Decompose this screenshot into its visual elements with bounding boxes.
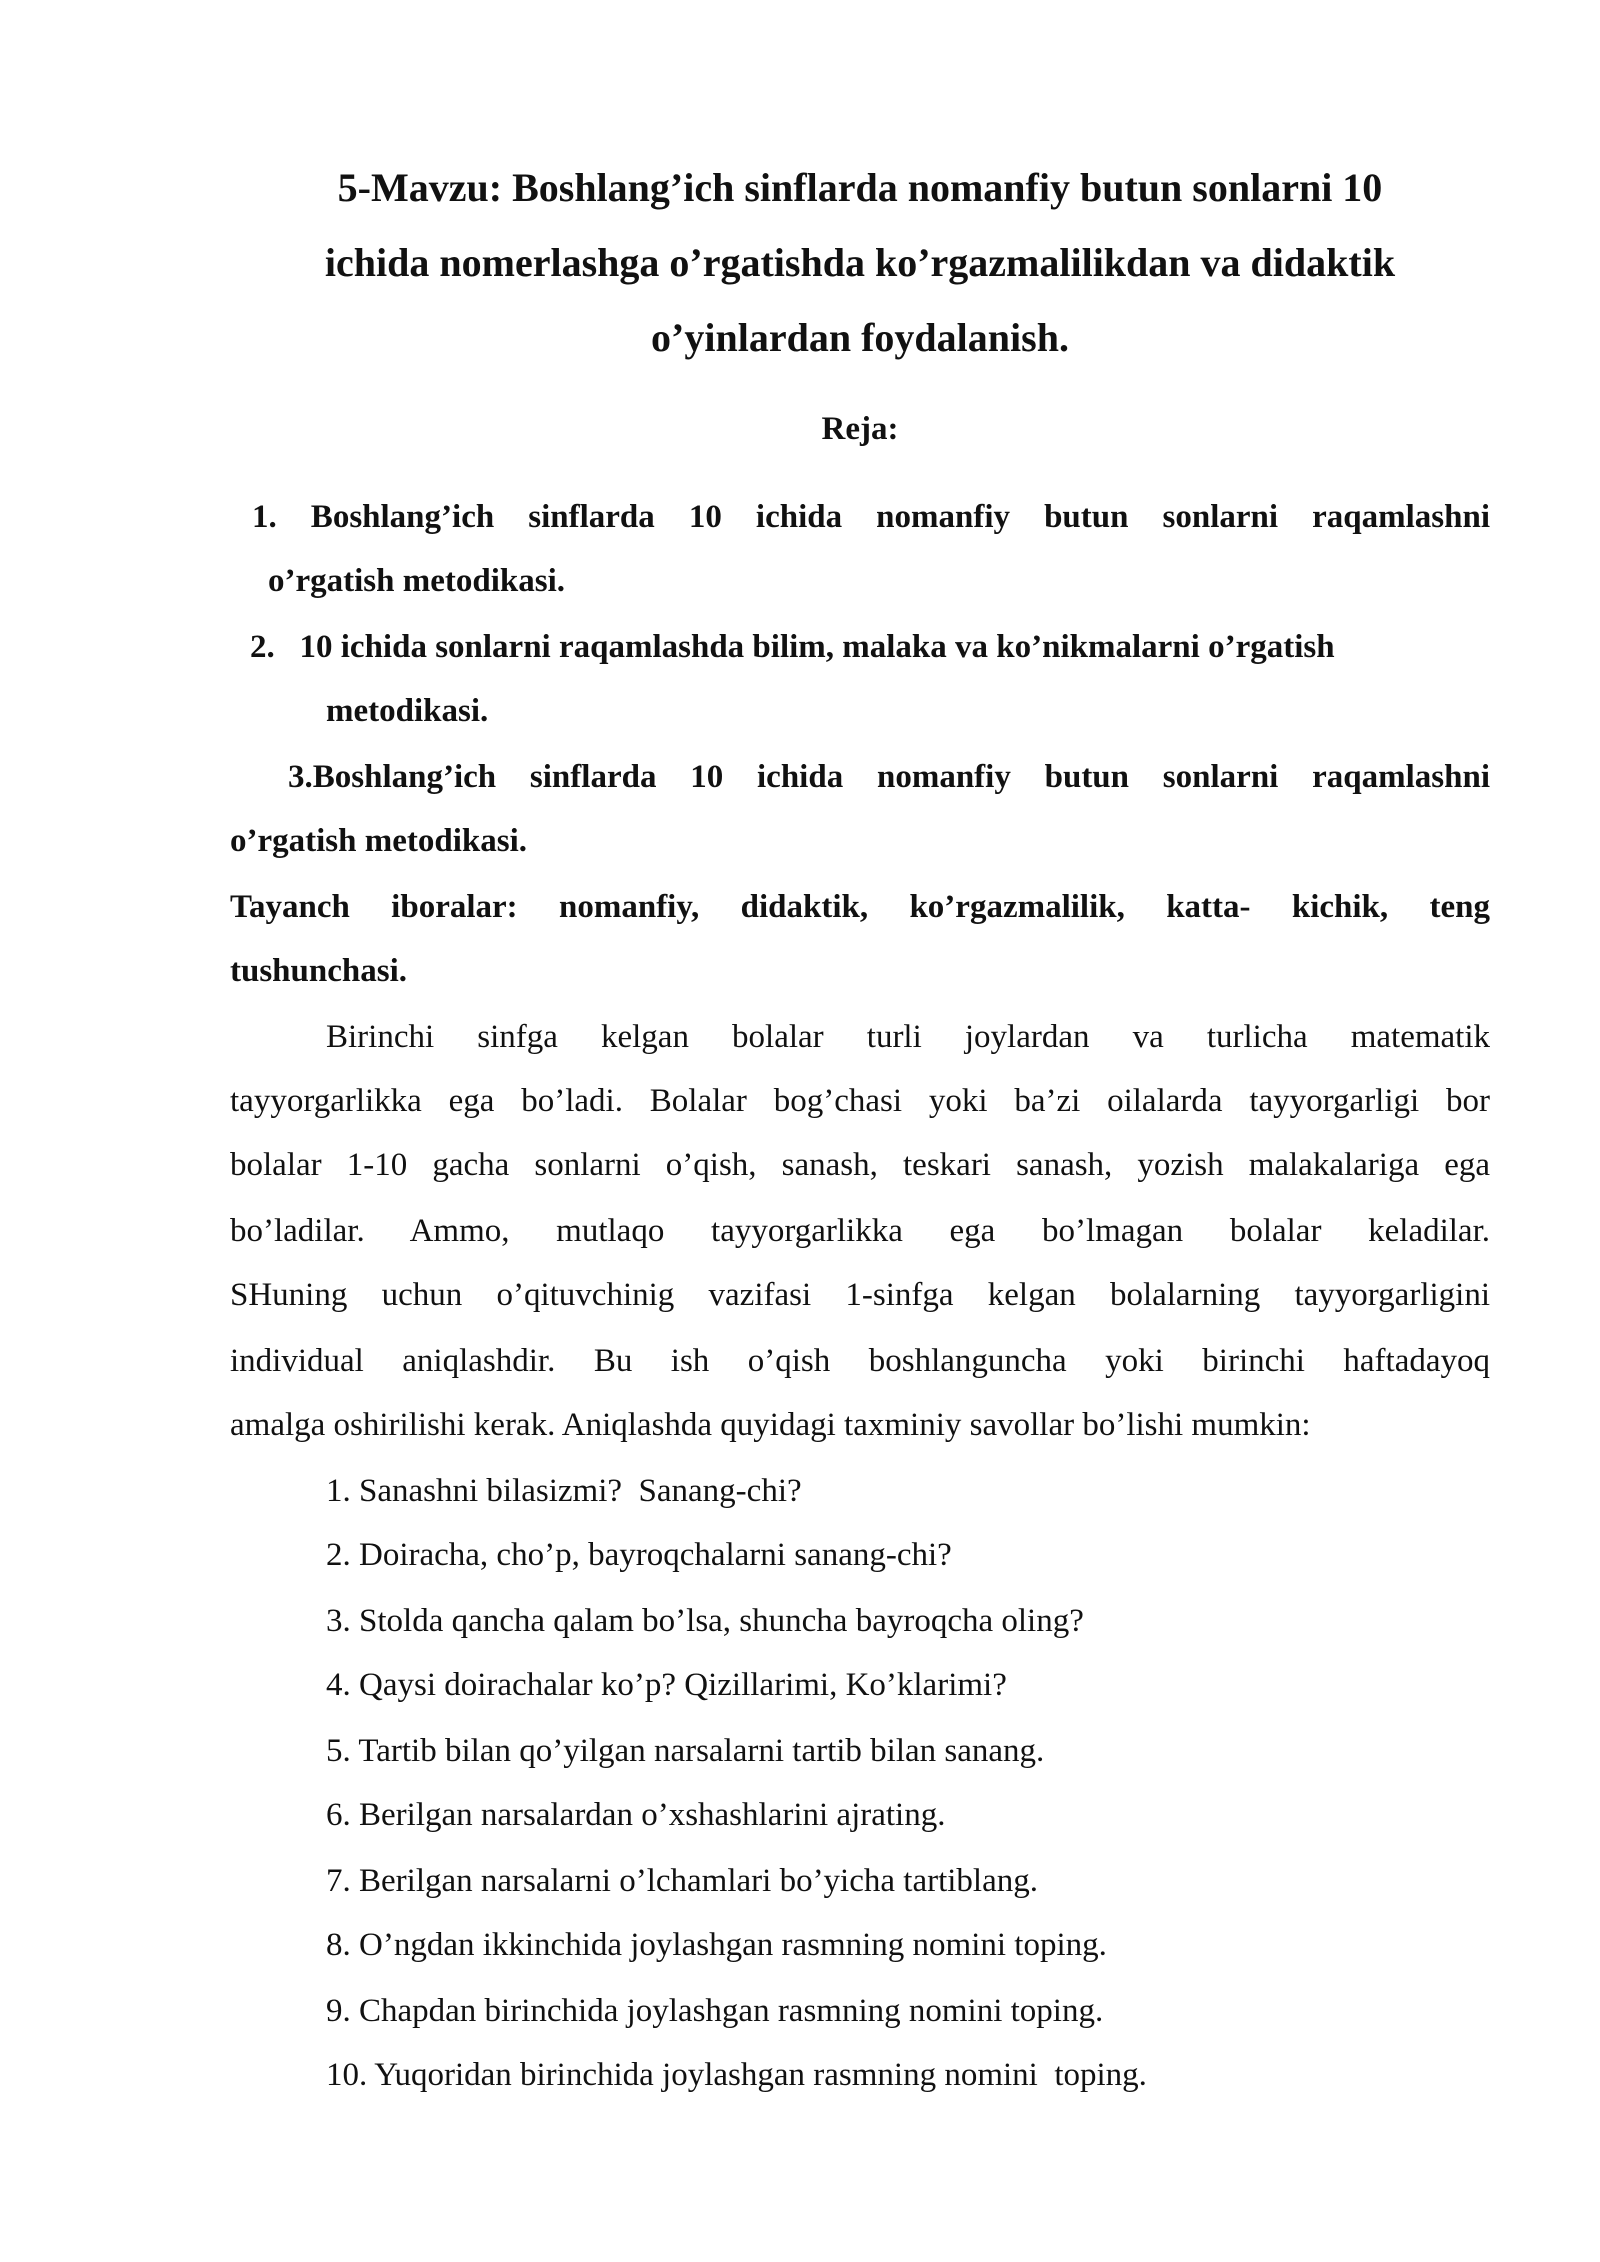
- question-item: 8. O’ngdan ikkinchida joylashgan rasmning nomini toping.: [326, 1927, 1107, 1963]
- plan-heading: Reja:: [821, 411, 899, 447]
- paragraph-line-7: amalga oshirilishi kerak. Aniqlashda quyidagi taxminiy savollar bo’lishi mumkin:: [230, 1407, 1311, 1443]
- question-item: 3. Stolda qancha qalam bo’lsa, shuncha bayroqcha oling?: [326, 1603, 1084, 1639]
- plan-item-1-line-2: o’rgatish metodikasi.: [268, 563, 565, 599]
- title-line-2: ichida nomerlashga o’rgatishda ko’rgazmalilikdan va didaktik: [324, 240, 1396, 285]
- plan-item-3-line-2: o’rgatish metodikasi.: [230, 823, 527, 859]
- question-item: 10. Yuqoridan birinchida joylashgan rasmning nomini toping.: [326, 2057, 1147, 2093]
- document-title: [260, 150, 1460, 375]
- paragraph-line-3: bolalar 1-10 gacha sonlarni o’qish, sanash, teskari sanash, yozish malakalariga ega: [230, 1147, 1490, 1183]
- question-item: 2. Doiracha, cho’p, bayroqchalarni sanang-chi?: [326, 1537, 952, 1573]
- paragraph-line-5: SHuning uchun o’qituvchinig vazifasi 1-sinfga kelgan bolalarning tayyorgarligini: [230, 1277, 1490, 1313]
- question-item: 6. Berilgan narsalardan o’xshashlarini ajrating.: [326, 1797, 946, 1833]
- question-item: 7. Berilgan narsalarni o’lchamlari bo’yicha tartiblang.: [326, 1863, 1038, 1899]
- question-item: 9. Chapdan birinchida joylashgan rasmning nomini toping.: [326, 1993, 1104, 2029]
- plan-item-1-line-1: 1. Boshlang’ich sinflarda 10 ichida nomanfiy butun sonlarni raqamlashni: [252, 499, 1490, 535]
- question-item: 4. Qaysi doirachalar ko’p? Qizillarimi, Ko’klarimi?: [326, 1667, 1007, 1703]
- plan-item-2-line-1: 2. 10 ichida sonlarni raqamlashda bilim, malaka va ko’nikmalarni o’rgatish: [250, 629, 1335, 665]
- plan-item-3-line-1: 3.Boshlang’ich sinflarda 10 ichida nomanfiy butun sonlarni raqamlashni: [288, 759, 1490, 795]
- paragraph-line-1: Birinchi sinfga kelgan bolalar turli joylardan va turlicha matematik: [326, 1019, 1490, 1055]
- question-item: 5. Tartib bilan qo’yilgan narsalarni tartib bilan sanang.: [326, 1733, 1045, 1769]
- key-terms-line-2: tushunchasi.: [230, 953, 408, 989]
- paragraph-line-2: tayyorgarlikka ega bo’ladi. Bolalar bog’chasi yoki ba’zi oilalarda tayyorgarligi bor: [230, 1083, 1490, 1119]
- title-line-1: 5-Mavzu: Boshlang’ich sinflarda nomanfiy butun sonlarni 10: [337, 165, 1383, 210]
- paragraph-line-6: individual aniqlashdir. Bu ish o’qish boshlanguncha yoki birinchi haftadayoq: [230, 1343, 1490, 1379]
- question-item: 1. Sanashni bilasizmi? Sanang-chi?: [326, 1473, 802, 1509]
- paragraph-line-4: bo’ladilar. Ammo, mutlaqo tayyorgarlikka ega bo’lmagan bolalar keladilar.: [230, 1213, 1490, 1249]
- key-terms-line-1: Tayanch iboralar: nomanfiy, didaktik, ko’rgazmalilik, katta- kichik, teng: [230, 889, 1490, 925]
- plan-item-2-line-2: metodikasi.: [326, 693, 489, 729]
- title-line-3: o’yinlardan foydalanish.: [651, 315, 1069, 360]
